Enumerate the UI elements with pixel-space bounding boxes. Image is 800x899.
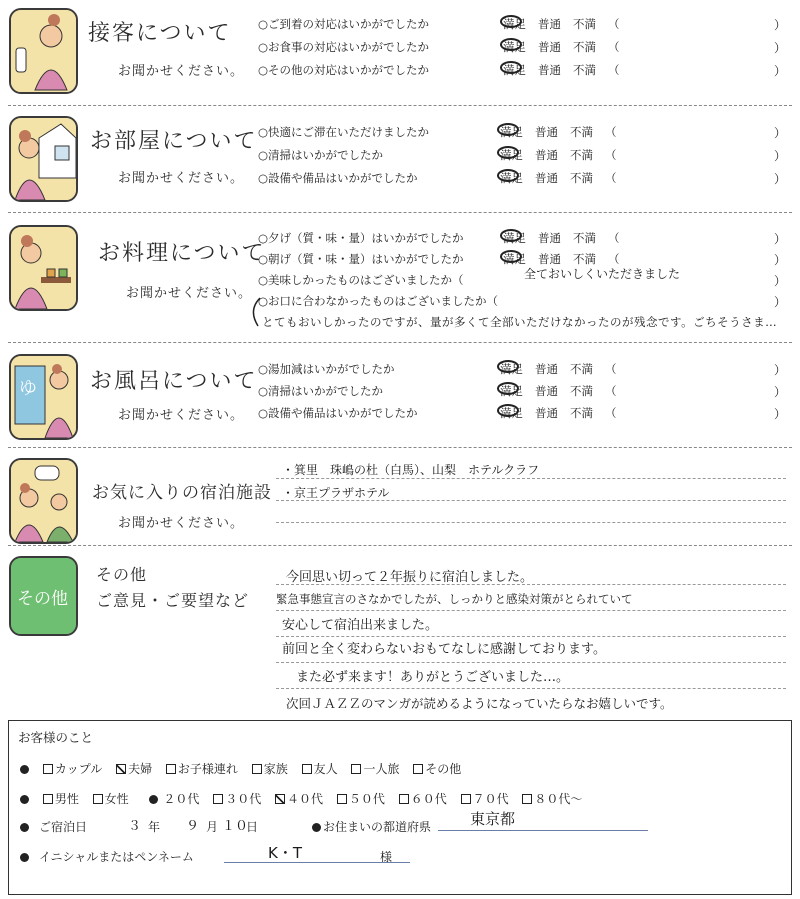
selected-circle: [500, 229, 522, 242]
checkbox-icon: [166, 764, 176, 774]
bullet-icon: [20, 765, 29, 774]
checkbox-icon: [522, 794, 532, 804]
gender-age-row: [20, 790, 592, 807]
other-illustration: [9, 556, 78, 636]
question-water-temp: ○湯加減はいかがでしたか: [258, 362, 395, 376]
svg-text:その他: その他: [17, 589, 68, 609]
answer-line: [276, 662, 786, 663]
selected-circle: [497, 382, 519, 395]
svg-text:ゆ: ゆ: [19, 378, 37, 399]
section-title-room: お部屋について: [90, 129, 258, 154]
question-room-equipment: ○設備や備品はいかがでしたか: [258, 171, 418, 185]
option-friends[interactable]: 友人: [302, 762, 338, 776]
question-delicious: ○美味しかったものはございましたか（: [258, 273, 464, 287]
selected-circle: [500, 38, 522, 51]
close-paren: ）: [774, 407, 787, 421]
section-divider: [8, 545, 792, 546]
close-paren: ）: [774, 385, 787, 399]
section-title-cuisine: お料理について: [98, 241, 266, 266]
cuisine-illustration: [9, 225, 78, 311]
checkbox-icon: [93, 794, 103, 804]
selected-circle: [497, 404, 519, 417]
checkbox-icon: [337, 794, 347, 804]
stay-year-value[interactable]: ３: [128, 819, 142, 834]
reception-illustration: [9, 8, 78, 94]
answer-line: [276, 522, 786, 523]
rating-row[interactable]: 満足 普通 不満 （: [503, 40, 620, 54]
selected-circle: [500, 15, 522, 28]
selected-circle: [497, 146, 519, 159]
question-bath-cleaning: ○清掃はいかがでしたか: [258, 384, 384, 398]
rating-row[interactable]: 満足 普通 不満 （: [503, 231, 620, 245]
stay-day-value[interactable]: １０: [222, 819, 249, 834]
close-paren: ）: [774, 149, 787, 163]
rating-row[interactable]: 満足 普通 不満 （: [503, 17, 620, 31]
close-paren: ）: [774, 363, 787, 377]
checkbox-icon: [399, 794, 409, 804]
handwritten-comment-1: 今回思い切って２年振りに宿泊しました。: [286, 570, 534, 585]
option-couple[interactable]: カップル: [43, 762, 102, 776]
close-paren: ）: [774, 253, 787, 267]
section-divider: [8, 447, 792, 448]
stay-month-unit: 月: [206, 820, 219, 834]
option-female[interactable]: 女性: [93, 792, 129, 806]
initial-value[interactable]: K・T: [268, 844, 302, 862]
selected-circle: [500, 61, 522, 74]
prefecture-underline: [438, 830, 648, 831]
section-divider: [8, 105, 792, 106]
checkbox-icon: [302, 764, 312, 774]
initial-underline: [224, 862, 410, 863]
close-paren: ）: [774, 295, 787, 309]
question-dinner: ○夕げ（質・味・量）はいかがでしたか: [258, 231, 464, 245]
selected-circle: [497, 123, 519, 136]
rating-row[interactable]: 満足 普通 不満 （: [500, 148, 617, 162]
option-age-60s[interactable]: ６０代: [399, 792, 447, 806]
bullet-icon: [20, 853, 29, 862]
answer-line: [276, 636, 786, 637]
checkbox-icon: [213, 794, 223, 804]
selected-circle: [500, 250, 522, 263]
room-illustration: [9, 116, 78, 202]
handwritten-comment-5: また必ず来ます！ありがとうございました…。: [296, 670, 570, 685]
rating-row[interactable]: 満足 普通 不満 （: [503, 252, 620, 266]
selected-circle: [497, 169, 519, 182]
section-subtitle-favorite: お聞かせください。: [118, 516, 245, 531]
close-paren: ）: [774, 64, 787, 78]
option-male[interactable]: 男性: [43, 792, 79, 806]
rating-row[interactable]: 満足 普通 不満 （: [500, 171, 617, 185]
option-age-20s[interactable]: ２０代: [163, 792, 200, 806]
stay-month-value[interactable]: ９: [186, 819, 200, 834]
bullet-icon: [312, 823, 321, 832]
close-paren: ）: [774, 274, 787, 288]
handwritten-arrow: [244, 296, 264, 330]
section-divider: [8, 212, 792, 213]
close-paren: ）: [774, 172, 787, 186]
checkbox-icon: [413, 764, 423, 774]
question-breakfast: ○朝げ（質・味・量）はいかがでしたか: [258, 252, 464, 266]
section-divider: [8, 342, 792, 343]
option-other[interactable]: その他: [413, 762, 461, 776]
customer-heading: お客様のこと: [18, 730, 94, 745]
section-subtitle-bath: お聞かせください。: [118, 408, 245, 423]
checkbox-icon: [351, 764, 361, 774]
question-room-cleaning: ○清掃はいかがでしたか: [258, 148, 384, 162]
option-age-30s[interactable]: ３０代: [213, 792, 261, 806]
bullet-icon: [149, 795, 158, 804]
answer-line: [276, 610, 786, 611]
stay-day-unit: 日: [246, 820, 259, 834]
travel-type-row: [20, 760, 471, 777]
section-subtitle-cuisine: お聞かせください。: [126, 286, 253, 301]
rating-row[interactable]: 満足 普通 不満 （: [500, 406, 617, 420]
question-meal-service: ○お食事の対応はいかがでしたか: [258, 40, 430, 54]
bath-illustration: [9, 354, 78, 440]
checkbox-icon: [461, 794, 471, 804]
rating-row[interactable]: 満足 普通 不満 （: [500, 384, 617, 398]
handwritten-favorite-2: ・京王プラザホテル: [282, 486, 390, 500]
handwritten-comment-3: 安心して宿泊出来ました。: [282, 618, 439, 633]
question-bath-equipment: ○設備や備品はいかがでしたか: [258, 406, 418, 420]
section-subtitle-room: お聞かせください。: [118, 171, 245, 186]
rating-row[interactable]: 満足 普通 不満 （: [503, 63, 620, 77]
section-title-other: その他: [96, 565, 148, 584]
initial-suffix: 様: [380, 850, 393, 864]
checkbox-icon: [43, 764, 53, 774]
bullet-icon: [20, 823, 29, 832]
handwritten-comment-6: 次回ＪＡＺＺのマンガが読めるようになっていたらなお嬉しいです。: [286, 696, 673, 711]
handwritten-comment-2: 緊急事態宣言のさなかでしたが、しっかりと感染対策がとられていて: [276, 592, 633, 606]
selected-circle: [497, 360, 519, 373]
section-subtitle-reception: お聞かせください。: [118, 64, 245, 79]
rating-row[interactable]: 満足 普通 不満 （: [500, 362, 617, 376]
question-other-service: ○その他の対応はいかがでしたか: [258, 63, 430, 77]
answer-line: [276, 478, 786, 479]
close-paren: ）: [774, 232, 787, 246]
favorite-lodging-illustration: [9, 458, 78, 544]
answer-line: [276, 688, 786, 689]
bullet-icon: [20, 795, 29, 804]
option-with-children[interactable]: お子様連れ: [166, 762, 238, 776]
close-paren: ）: [774, 18, 787, 32]
option-age-80s[interactable]: ８０代〜: [522, 792, 582, 806]
close-paren: ）: [774, 126, 787, 140]
handwritten-delicious: 全ておいしくいただきました: [524, 267, 681, 281]
option-married[interactable]: 夫婦: [116, 762, 152, 776]
stay-year-unit: 年: [148, 820, 161, 834]
option-age-50s[interactable]: ５０代: [337, 792, 385, 806]
checkbox-checked-icon: [275, 794, 285, 804]
rating-row[interactable]: 満足 普通 不満 （: [500, 125, 617, 139]
initial-label: イニシャルまたはペンネーム: [20, 848, 194, 865]
section-subtitle-other: ご意見・ご要望など: [96, 591, 250, 610]
section-title-favorite: お気に入りの宿泊施設: [92, 483, 272, 503]
checkbox-checked-icon: [116, 764, 126, 774]
checkbox-icon: [252, 764, 262, 774]
option-age-70s[interactable]: ７０代: [461, 792, 509, 806]
question-not-liked: ○お口に合わなかったものはございましたか（: [258, 294, 499, 308]
stay-date-row: ご宿泊日: [20, 818, 87, 835]
close-paren: ）: [774, 41, 787, 55]
prefecture-value[interactable]: 東京都: [470, 810, 516, 828]
customer-info-box: [8, 720, 792, 895]
option-family[interactable]: 家族: [252, 762, 288, 776]
option-solo[interactable]: 一人旅: [351, 762, 399, 776]
handwritten-comment-4: 前回と全く変わらないおもてなしに感謝しております。: [282, 642, 606, 657]
question-arrival: ○ご到着の対応はいかがでしたか: [258, 17, 430, 31]
question-comfort: ○快適にご滞在いただけましたか: [258, 125, 430, 139]
handwritten-cuisine-comment: とてもおいしかったのですが、量が多くて全部いただけなかったのが残念です。ごちそうさま…: [262, 315, 778, 329]
option-age-40s[interactable]: ４０代: [275, 792, 323, 806]
section-title-bath: お風呂について: [90, 369, 258, 394]
checkbox-icon: [43, 794, 53, 804]
section-title-reception: 接客について: [88, 21, 232, 46]
handwritten-favorite-1: ・箕里 珠嶋の杜（白馬）、山梨 ホテルクラフ: [282, 463, 540, 477]
prefecture-label: お住まいの都道府県: [312, 818, 431, 835]
